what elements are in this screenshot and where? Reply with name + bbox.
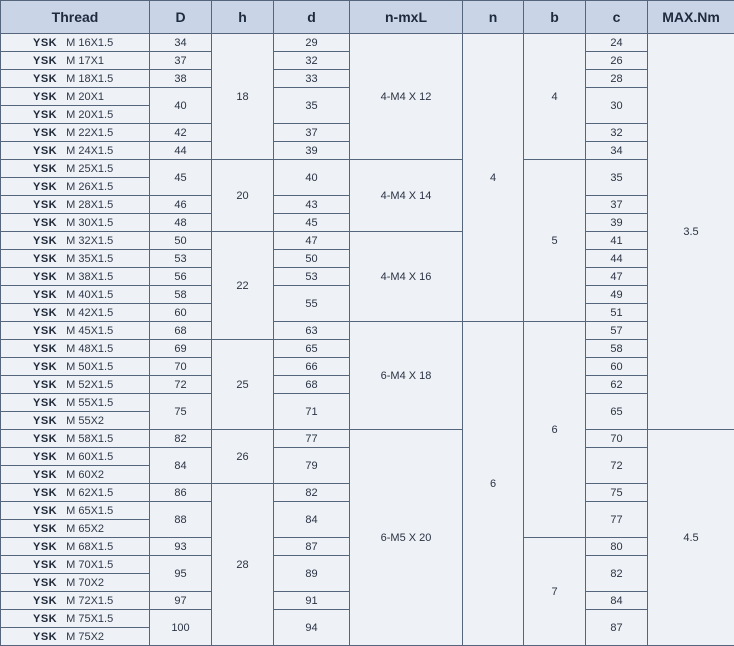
d-cell: 71 bbox=[274, 394, 350, 430]
d-cell: 82 bbox=[274, 484, 350, 502]
d-cell: 79 bbox=[274, 448, 350, 484]
thread-size: M 48X1.5 bbox=[66, 343, 113, 355]
h-cell: 20 bbox=[212, 160, 274, 232]
thread-size: M 60X1.5 bbox=[66, 451, 113, 463]
c-cell: 30 bbox=[586, 88, 648, 124]
thread-cell bbox=[1, 484, 150, 502]
D-cell: 60 bbox=[150, 304, 212, 322]
d-cell: 53 bbox=[274, 268, 350, 286]
thread-prefix: YSK bbox=[33, 217, 57, 229]
thread-prefix: YSK bbox=[33, 523, 57, 535]
col-header-h: h bbox=[212, 1, 274, 34]
c-cell: 41 bbox=[586, 232, 648, 250]
thread-size: M 35X1.5 bbox=[66, 253, 113, 265]
col-header-thread: Thread bbox=[1, 1, 150, 34]
thread-cell bbox=[1, 340, 150, 358]
thread-prefix: YSK bbox=[33, 451, 57, 463]
c-cell: 57 bbox=[586, 322, 648, 340]
D-cell: 56 bbox=[150, 268, 212, 286]
thread-cell bbox=[1, 232, 150, 250]
thread-size: M 65X1.5 bbox=[66, 505, 113, 517]
c-cell: 34 bbox=[586, 142, 648, 160]
d-cell: 40 bbox=[274, 160, 350, 196]
thread-prefix: YSK bbox=[33, 199, 57, 211]
thread-cell bbox=[1, 520, 150, 538]
n-mxl-cell: 6-M4 X 18 bbox=[350, 322, 463, 430]
thread-size: M 75X2 bbox=[66, 631, 104, 643]
col-header-D: D bbox=[150, 1, 212, 34]
d-cell: 43 bbox=[274, 196, 350, 214]
c-cell: 75 bbox=[586, 484, 648, 502]
D-cell: 93 bbox=[150, 538, 212, 556]
c-cell: 62 bbox=[586, 376, 648, 394]
col-header-d: d bbox=[274, 1, 350, 34]
header-row bbox=[1, 1, 734, 34]
thread-cell bbox=[1, 394, 150, 412]
thread-cell bbox=[1, 610, 150, 628]
d-cell: 68 bbox=[274, 376, 350, 394]
thread-cell bbox=[1, 70, 150, 88]
c-cell: 51 bbox=[586, 304, 648, 322]
D-cell: 38 bbox=[150, 70, 212, 88]
d-cell: 32 bbox=[274, 52, 350, 70]
thread-prefix: YSK bbox=[33, 613, 57, 625]
d-cell: 45 bbox=[274, 214, 350, 232]
thread-size: M 75X1.5 bbox=[66, 613, 113, 625]
col-header-n: n bbox=[463, 1, 524, 34]
thread-size: M 42X1.5 bbox=[66, 307, 113, 319]
d-cell: 37 bbox=[274, 124, 350, 142]
thread-size: M 70X1.5 bbox=[66, 559, 113, 571]
thread-cell bbox=[1, 322, 150, 340]
b-cell: 6 bbox=[524, 322, 586, 538]
b-cell: 7 bbox=[524, 538, 586, 646]
D-cell: 48 bbox=[150, 214, 212, 232]
D-cell: 34 bbox=[150, 34, 212, 52]
thread-size: M 18X1.5 bbox=[66, 73, 113, 85]
D-cell: 72 bbox=[150, 376, 212, 394]
thread-prefix: YSK bbox=[33, 325, 57, 337]
thread-size: M 68X1.5 bbox=[66, 541, 113, 553]
D-cell: 68 bbox=[150, 322, 212, 340]
thread-prefix: YSK bbox=[33, 505, 57, 517]
thread-size: M 70X2 bbox=[66, 577, 104, 589]
thread-cell bbox=[1, 88, 150, 106]
n-mxl-cell: 4-M4 X 16 bbox=[350, 232, 463, 322]
thread-prefix: YSK bbox=[33, 235, 57, 247]
thread-prefix: YSK bbox=[33, 577, 57, 589]
thread-size: M 32X1.5 bbox=[66, 235, 113, 247]
thread-prefix: YSK bbox=[33, 541, 57, 553]
thread-cell bbox=[1, 124, 150, 142]
thread-prefix: YSK bbox=[33, 37, 57, 49]
thread-cell bbox=[1, 574, 150, 592]
thread-cell bbox=[1, 34, 150, 52]
thread-cell bbox=[1, 538, 150, 556]
thread-size: M 16X1.5 bbox=[66, 37, 113, 49]
thread-prefix: YSK bbox=[33, 91, 57, 103]
thread-prefix: YSK bbox=[33, 253, 57, 265]
thread-size: M 38X1.5 bbox=[66, 271, 113, 283]
thread-prefix: YSK bbox=[33, 379, 57, 391]
col-header-n-mxl: n-mxL bbox=[350, 1, 463, 34]
D-cell: 42 bbox=[150, 124, 212, 142]
thread-size: M 45X1.5 bbox=[66, 325, 113, 337]
thread-size: M 17X1 bbox=[66, 55, 104, 67]
d-cell: 87 bbox=[274, 538, 350, 556]
n-cell: 4 bbox=[463, 34, 524, 322]
table-row bbox=[1, 232, 734, 250]
c-cell: 35 bbox=[586, 160, 648, 196]
c-cell: 47 bbox=[586, 268, 648, 286]
thread-cell bbox=[1, 412, 150, 430]
D-cell: 50 bbox=[150, 232, 212, 250]
thread-cell bbox=[1, 196, 150, 214]
thread-cell bbox=[1, 106, 150, 124]
D-cell: 53 bbox=[150, 250, 212, 268]
n-cell: 6 bbox=[463, 322, 524, 646]
d-cell: 84 bbox=[274, 502, 350, 538]
h-cell: 26 bbox=[212, 430, 274, 484]
n-mxl-cell: 4-M4 X 14 bbox=[350, 160, 463, 232]
thread-size: M 55X2 bbox=[66, 415, 104, 427]
d-cell: 35 bbox=[274, 88, 350, 124]
thread-prefix: YSK bbox=[33, 487, 57, 499]
thread-cell bbox=[1, 502, 150, 520]
thread-prefix: YSK bbox=[33, 433, 57, 445]
d-cell: 77 bbox=[274, 430, 350, 448]
thread-cell bbox=[1, 304, 150, 322]
thread-size: M 40X1.5 bbox=[66, 289, 113, 301]
thread-prefix: YSK bbox=[33, 469, 57, 481]
col-header-c: c bbox=[586, 1, 648, 34]
d-cell: 29 bbox=[274, 34, 350, 52]
D-cell: 75 bbox=[150, 394, 212, 430]
thread-size: M 52X1.5 bbox=[66, 379, 113, 391]
c-cell: 49 bbox=[586, 286, 648, 304]
thread-prefix: YSK bbox=[33, 307, 57, 319]
d-cell: 63 bbox=[274, 322, 350, 340]
c-cell: 44 bbox=[586, 250, 648, 268]
thread-prefix: YSK bbox=[33, 109, 57, 121]
h-cell: 22 bbox=[212, 232, 274, 340]
thread-size: M 55X1.5 bbox=[66, 397, 113, 409]
c-cell: 72 bbox=[586, 448, 648, 484]
d-cell: 66 bbox=[274, 358, 350, 376]
c-cell: 32 bbox=[586, 124, 648, 142]
D-cell: 100 bbox=[150, 610, 212, 646]
d-cell: 65 bbox=[274, 340, 350, 358]
thread-size: M 62X1.5 bbox=[66, 487, 113, 499]
thread-cell bbox=[1, 592, 150, 610]
thread-size: M 20X1.5 bbox=[66, 109, 113, 121]
D-cell: 40 bbox=[150, 88, 212, 124]
thread-prefix: YSK bbox=[33, 397, 57, 409]
h-cell: 28 bbox=[212, 484, 274, 646]
thread-prefix: YSK bbox=[33, 415, 57, 427]
D-cell: 46 bbox=[150, 196, 212, 214]
thread-cell bbox=[1, 142, 150, 160]
thread-prefix: YSK bbox=[33, 631, 57, 643]
thread-size: M 28X1.5 bbox=[66, 199, 113, 211]
thread-prefix: YSK bbox=[33, 127, 57, 139]
table-row bbox=[1, 160, 734, 178]
D-cell: 45 bbox=[150, 160, 212, 196]
thread-prefix: YSK bbox=[33, 343, 57, 355]
d-cell: 91 bbox=[274, 592, 350, 610]
max-nm-cell: 4.5 bbox=[648, 430, 734, 646]
c-cell: 26 bbox=[586, 52, 648, 70]
table-row bbox=[1, 34, 734, 52]
thread-size: M 20X1 bbox=[66, 91, 104, 103]
col-header-max-nm: MAX.Nm bbox=[648, 1, 734, 34]
thread-size: M 65X2 bbox=[66, 523, 104, 535]
n-mxl-cell: 6-M5 X 20 bbox=[350, 430, 463, 646]
thread-cell bbox=[1, 376, 150, 394]
thread-prefix: YSK bbox=[33, 163, 57, 175]
b-cell: 4 bbox=[524, 34, 586, 160]
c-cell: 24 bbox=[586, 34, 648, 52]
c-cell: 82 bbox=[586, 556, 648, 592]
thread-size: M 25X1.5 bbox=[66, 163, 113, 175]
max-nm-cell: 3.5 bbox=[648, 34, 734, 430]
d-cell: 50 bbox=[274, 250, 350, 268]
c-cell: 37 bbox=[586, 196, 648, 214]
thread-cell bbox=[1, 268, 150, 286]
c-cell: 39 bbox=[586, 214, 648, 232]
c-cell: 77 bbox=[586, 502, 648, 538]
thread-cell bbox=[1, 214, 150, 232]
c-cell: 65 bbox=[586, 394, 648, 430]
c-cell: 60 bbox=[586, 358, 648, 376]
c-cell: 58 bbox=[586, 340, 648, 358]
D-cell: 37 bbox=[150, 52, 212, 70]
thread-size: M 72X1.5 bbox=[66, 595, 113, 607]
D-cell: 95 bbox=[150, 556, 212, 592]
D-cell: 88 bbox=[150, 502, 212, 538]
thread-cell bbox=[1, 250, 150, 268]
D-cell: 82 bbox=[150, 430, 212, 448]
thread-size: M 30X1.5 bbox=[66, 217, 113, 229]
thread-prefix: YSK bbox=[33, 559, 57, 571]
n-mxl-cell: 4-M4 X 12 bbox=[350, 34, 463, 160]
thread-cell bbox=[1, 286, 150, 304]
d-cell: 47 bbox=[274, 232, 350, 250]
c-cell: 84 bbox=[586, 592, 648, 610]
d-cell: 39 bbox=[274, 142, 350, 160]
thread-prefix: YSK bbox=[33, 73, 57, 85]
b-cell: 5 bbox=[524, 160, 586, 322]
thread-prefix: YSK bbox=[33, 145, 57, 157]
thread-cell bbox=[1, 160, 150, 178]
thread-prefix: YSK bbox=[33, 289, 57, 301]
thread-cell bbox=[1, 466, 150, 484]
d-cell: 94 bbox=[274, 610, 350, 646]
D-cell: 97 bbox=[150, 592, 212, 610]
h-cell: 18 bbox=[212, 34, 274, 160]
thread-prefix: YSK bbox=[33, 361, 57, 373]
thread-prefix: YSK bbox=[33, 595, 57, 607]
table-row bbox=[1, 322, 734, 340]
thread-prefix: YSK bbox=[33, 271, 57, 283]
thread-prefix: YSK bbox=[33, 55, 57, 67]
thread-size: M 58X1.5 bbox=[66, 433, 113, 445]
D-cell: 84 bbox=[150, 448, 212, 484]
c-cell: 87 bbox=[586, 610, 648, 646]
D-cell: 70 bbox=[150, 358, 212, 376]
D-cell: 86 bbox=[150, 484, 212, 502]
c-cell: 70 bbox=[586, 430, 648, 448]
thread-cell bbox=[1, 430, 150, 448]
table-row bbox=[1, 430, 734, 448]
thread-size: M 60X2 bbox=[66, 469, 104, 481]
c-cell: 28 bbox=[586, 70, 648, 88]
d-cell: 89 bbox=[274, 556, 350, 592]
thread-cell bbox=[1, 178, 150, 196]
thread-size: M 22X1.5 bbox=[66, 127, 113, 139]
thread-cell bbox=[1, 556, 150, 574]
thread-cell bbox=[1, 358, 150, 376]
col-header-b: b bbox=[524, 1, 586, 34]
thread-size: M 24X1.5 bbox=[66, 145, 113, 157]
D-cell: 44 bbox=[150, 142, 212, 160]
h-cell: 25 bbox=[212, 340, 274, 430]
c-cell: 80 bbox=[586, 538, 648, 556]
thread-cell bbox=[1, 448, 150, 466]
d-cell: 33 bbox=[274, 70, 350, 88]
thread-cell bbox=[1, 52, 150, 70]
D-cell: 58 bbox=[150, 286, 212, 304]
thread-prefix: YSK bbox=[33, 181, 57, 193]
thread-size: M 26X1.5 bbox=[66, 181, 113, 193]
thread-size: M 50X1.5 bbox=[66, 361, 113, 373]
D-cell: 69 bbox=[150, 340, 212, 358]
d-cell: 55 bbox=[274, 286, 350, 322]
